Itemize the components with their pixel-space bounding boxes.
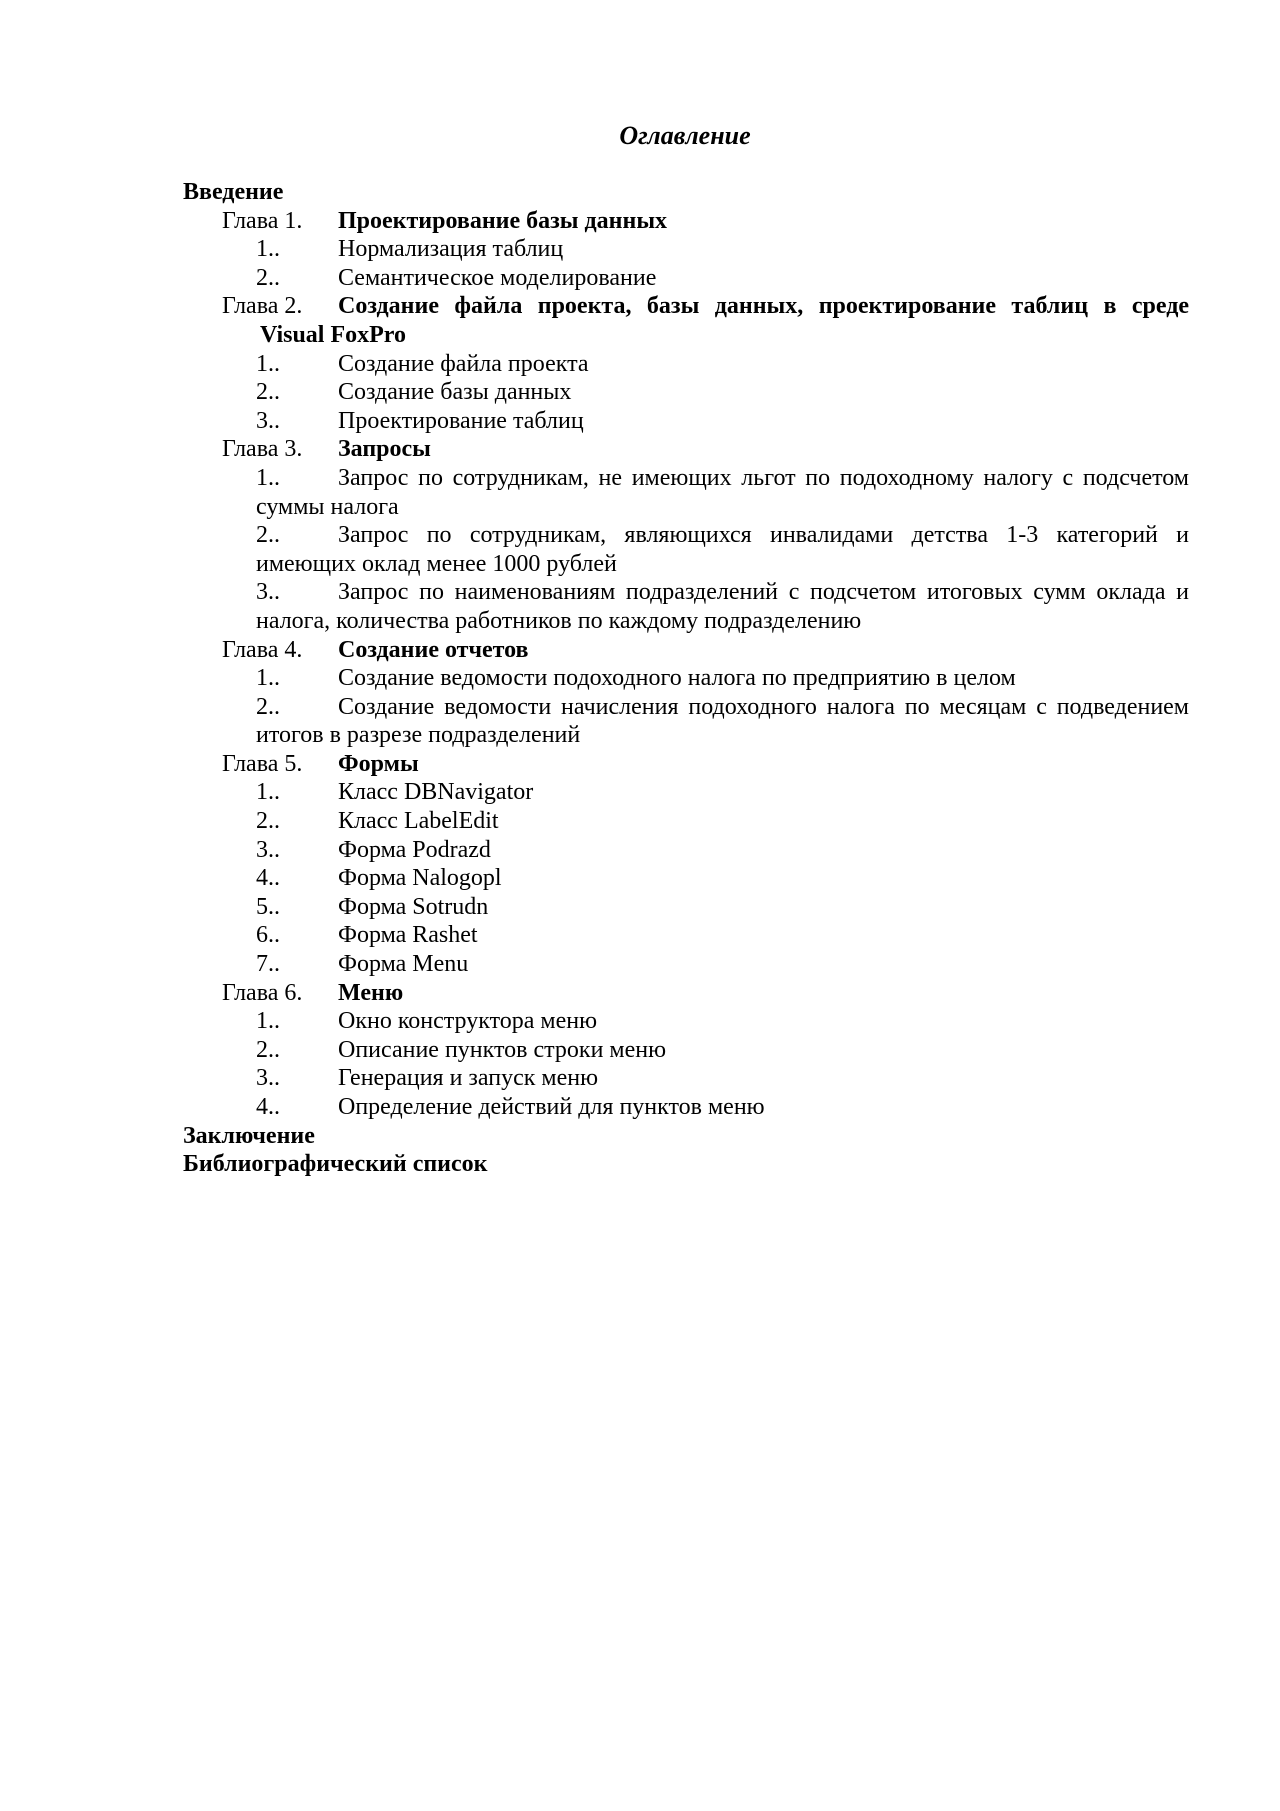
toc-chapter-4 (183, 636, 1189, 665)
section-number: 3.. (256, 579, 280, 606)
section-number: 1.. (256, 1008, 280, 1035)
section-text: Определение действий для пунктов меню (338, 1094, 765, 1120)
section-number: 1.. (256, 665, 280, 692)
chapter-title: Формы (338, 750, 419, 777)
section-text: Семантическое моделирование (338, 264, 657, 291)
section-number: 1.. (256, 350, 280, 377)
section-number: 2.. (256, 522, 280, 549)
section-number: 3.. (256, 407, 280, 434)
toc-entry-bibliography: Библиографический список (183, 1151, 488, 1178)
section-number: 6.. (256, 922, 280, 949)
section-text: Класс LabelEdit (338, 808, 499, 835)
toc-section (183, 578, 1189, 635)
section-text: Форма Nalogopl (338, 865, 502, 892)
section-text: Запрос по наименованиям подразделений с подсчетом итоговых сумм оклада и налога, количества работников по каждому подразделению (256, 579, 1189, 634)
page-title: Оглавление (619, 121, 751, 150)
toc-section (183, 1036, 1189, 1065)
section-number: 1.. (256, 236, 280, 263)
chapter-title: Проектирование базы данных (338, 207, 668, 234)
section-text: Создание файла проекта (338, 350, 589, 377)
section-text: Окно конструктора меню (338, 1008, 598, 1035)
section-number: 2.. (256, 264, 280, 291)
toc-section (183, 464, 1189, 521)
section-text: Проектирование таблиц (338, 407, 584, 434)
section-number: 2.. (256, 808, 280, 835)
table-of-contents (183, 178, 1189, 1179)
toc-chapter-2 (183, 292, 1189, 349)
toc-entry-conclusion: Заключение (183, 1122, 315, 1149)
chapter-title: Меню (338, 979, 404, 1006)
chapter-label: Глава 2. (222, 293, 303, 320)
section-number: 4.. (256, 865, 280, 892)
toc-chapter-3 (183, 435, 1189, 464)
section-number: 2.. (256, 379, 280, 406)
chapter-label: Глава 1. (222, 207, 303, 234)
section-number: 2.. (256, 693, 280, 720)
toc-section (183, 664, 1189, 693)
chapter-label: Глава 3. (222, 436, 303, 463)
section-text: Создание ведомости начисления подоходного налога по месяцам с подведением итогов в разрезе подразделений (256, 693, 1189, 749)
section-text: Нормализация таблиц (338, 236, 564, 263)
toc-chapter-1 (183, 207, 1189, 236)
toc-section (183, 807, 1189, 836)
toc-section (183, 264, 1189, 293)
toc-section (183, 1064, 1189, 1093)
toc-section (183, 235, 1189, 264)
toc-section (183, 693, 1189, 750)
section-text: Форма Rashet (338, 922, 478, 949)
toc-chapter-6 (183, 979, 1189, 1008)
toc-chapter-5 (183, 750, 1189, 779)
toc-section (183, 836, 1189, 865)
toc-section (183, 893, 1189, 922)
toc-section (183, 407, 1189, 436)
toc-section (183, 350, 1189, 379)
section-text: Форма Sotrudn (338, 893, 489, 920)
chapter-label: Глава 6. (222, 979, 303, 1006)
section-number: 1.. (256, 464, 280, 491)
toc-section (183, 378, 1189, 407)
section-text: Генерация и запуск меню (338, 1065, 599, 1092)
chapter-title: Запросы (338, 436, 431, 463)
section-number: 4.. (256, 1094, 280, 1120)
section-text: Класс DBNavigator (338, 779, 534, 806)
chapter-title: Создание отчетов (338, 636, 529, 663)
section-text: Создание ведомости подоходного налога по предприятию в целом (338, 665, 1016, 692)
toc-section (183, 864, 1189, 893)
toc-section (183, 950, 1189, 979)
section-number: 2.. (256, 1036, 280, 1063)
section-text: Описание пунктов строки меню (338, 1036, 667, 1063)
toc-section (183, 521, 1189, 578)
chapter-label: Глава 4. (222, 636, 303, 663)
toc-section (183, 778, 1189, 807)
section-text: Запрос по сотрудникам, не имеющих льгот по подоходному налогу с подсчетом суммы налога (256, 464, 1189, 520)
section-number: 3.. (256, 1065, 280, 1092)
toc-section (183, 1007, 1189, 1036)
section-text: Запрос по сотрудникам, являющихся инвалидами детства 1-3 категорий и имеющих оклад менее 1000 рублей (256, 522, 1189, 577)
toc-section (183, 1093, 1189, 1122)
section-text: Форма Menu (338, 951, 469, 978)
chapter-label: Глава 5. (222, 750, 303, 777)
section-number: 7.. (256, 951, 280, 978)
section-number: 3.. (256, 836, 280, 863)
chapter-title-continuation: Visual FoxPro (260, 321, 407, 348)
section-number: 5.. (256, 893, 280, 920)
section-number: 1.. (256, 779, 280, 806)
chapter-title: Создание файла проекта, базы данных, проектирование таблиц в среде (338, 293, 1189, 320)
toc-section (183, 921, 1189, 950)
section-text: Форма Podrazd (338, 836, 491, 863)
toc-entry-intro: Введение (183, 179, 284, 205)
section-text: Создание базы данных (338, 379, 572, 406)
